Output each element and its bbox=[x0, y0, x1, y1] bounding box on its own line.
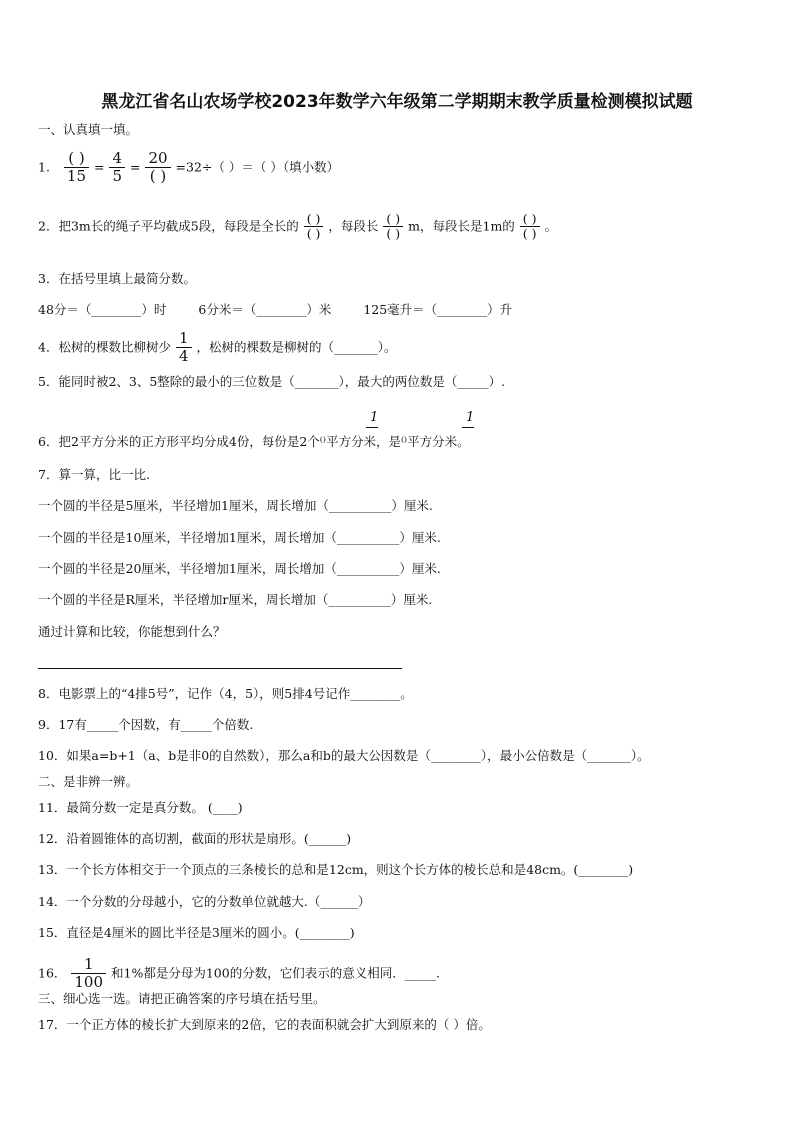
question-16-text: 和1%都是分母为100的分数，它们表示的意义相同．_____. bbox=[111, 965, 440, 981]
fraction-numerator: 20 bbox=[145, 150, 170, 168]
fraction-blank bbox=[383, 212, 403, 242]
equals-sign: = bbox=[94, 159, 105, 175]
fraction-numerator: 1 bbox=[71, 956, 106, 974]
fraction-blank-15 bbox=[64, 150, 89, 186]
fraction-bar bbox=[462, 427, 474, 428]
section-heading-fill: 一、认真填一填。 bbox=[38, 122, 139, 137]
answer-line[interactable] bbox=[38, 668, 402, 669]
question-4-text-a: 4．松树的棵数比柳树少 bbox=[38, 339, 171, 355]
question-4-text-b: ，松树的棵数是柳树的（_______）。 bbox=[196, 339, 397, 355]
fraction-1-100 bbox=[71, 956, 106, 992]
fraction-numerator: ( ) bbox=[304, 212, 324, 227]
question-7-line-4: 一个圆的半径是R厘米，半径增加r厘米，周长增加（__________）厘米. bbox=[38, 592, 433, 607]
section-heading-choice: 三、细心选一选。请把正确答案的序号填在括号里。 bbox=[38, 991, 326, 1006]
question-7-line-2: 一个圆的半径是10厘米，半径增加1厘米，周长增加（__________）厘米. bbox=[38, 530, 441, 545]
question-2-text-a: 2．把3m长的绳子平均截成5段，每段是全长的 bbox=[38, 218, 299, 234]
question-6: 6．把2平方分米的正方形平均分成4份，每份是2个⁽⁾平方分米，是⁽⁾平方分米。 bbox=[38, 434, 470, 449]
question-7-line-3: 一个圆的半径是20厘米，半径增加1厘米，周长增加（__________）厘米. bbox=[38, 561, 441, 576]
question-11: 11．最简分数一定是真分数。 (____) bbox=[38, 800, 243, 815]
fraction-4-5 bbox=[109, 150, 125, 186]
section-heading-true-false: 二、是非辨一辨。 bbox=[38, 774, 139, 789]
question-16 bbox=[38, 956, 440, 992]
fraction-denominator: ( ) bbox=[306, 226, 321, 242]
fraction-denominator: ( ) bbox=[522, 226, 537, 242]
fraction-denominator: 15 bbox=[66, 167, 87, 186]
question-1 bbox=[38, 150, 339, 186]
question-5: 5．能同时被2、3、5整除的最小的三位数是（_______），最大的两位数是（_____）. bbox=[38, 374, 506, 389]
question-3-item-b: 6分米＝（________）米 bbox=[198, 302, 332, 317]
fraction-bar bbox=[366, 427, 378, 428]
fraction-denominator: ( ) bbox=[149, 167, 167, 186]
question-16-number: 16． bbox=[38, 965, 67, 981]
question-8: 8．电影票上的“4排5号”，记作（4，5），则5排4号记作________。 bbox=[38, 686, 413, 701]
question-2-text-b: ，每段长 bbox=[328, 218, 379, 234]
page-title: 黑龙江省名山农场学校2023年数学六年级第二学期期末教学质量检测模拟试题 bbox=[101, 92, 693, 112]
fraction-numerator: 4 bbox=[109, 150, 125, 168]
fraction-denominator: 5 bbox=[112, 167, 123, 186]
question-7-line-1: 一个圆的半径是5厘米，半径增加1厘米，周长增加（__________）厘米. bbox=[38, 498, 433, 513]
question-7-line-5: 通过计算和比较，你能想到什么？ bbox=[38, 624, 226, 639]
question-2-text-d: 。 bbox=[544, 218, 558, 234]
question-2 bbox=[38, 212, 557, 242]
fraction-1-4 bbox=[176, 330, 192, 366]
question-15: 15．直径是4厘米的圆比半径是3厘米的圆小。(________) bbox=[38, 925, 355, 940]
question-4 bbox=[38, 330, 397, 366]
equals-sign: = bbox=[130, 159, 141, 175]
small-numerator-1: 1 bbox=[466, 410, 475, 425]
fraction-blank bbox=[304, 212, 324, 242]
question-12: 12．沿着圆锥体的高切割，截面的形状是扇形。(______) bbox=[38, 831, 352, 846]
fraction-numerator: ( ) bbox=[383, 212, 403, 227]
question-3-heading: 3．在括号里填上最简分数。 bbox=[38, 271, 196, 286]
question-number: 1. bbox=[38, 159, 50, 175]
question-7-heading: 7．算一算，比一比. bbox=[38, 467, 150, 482]
question-13: 13．一个长方体相交于一个顶点的三条棱长的总和是12cm，则这个长方体的棱长总和是48cm。(________) bbox=[38, 862, 634, 877]
fraction-denominator: 100 bbox=[74, 973, 104, 992]
question-3-item-a: 48分＝（________）时 bbox=[38, 302, 167, 317]
question-1-tail: =32÷（ ）＝（ ）（填小数） bbox=[175, 159, 340, 175]
question-3-item-c: 125毫升＝（________）升 bbox=[363, 302, 513, 317]
fraction-denominator: 4 bbox=[178, 347, 189, 366]
fraction-denominator: ( ) bbox=[386, 226, 401, 242]
question-3-items bbox=[38, 304, 512, 317]
small-numerator-1: 1 bbox=[370, 410, 379, 425]
fraction-numerator: ( ) bbox=[520, 212, 540, 227]
question-9: 9．17有_____个因数，有_____个倍数. bbox=[38, 717, 254, 732]
fraction-blank bbox=[520, 212, 540, 242]
fraction-20-blank bbox=[145, 150, 170, 186]
question-2-text-c: m，每段长是1m的 bbox=[408, 218, 515, 234]
question-17: 17．一个正方体的棱长扩大到原来的2倍，它的表面积就会扩大到原来的（ ）倍。 bbox=[38, 1017, 491, 1032]
fraction-numerator: ( ) bbox=[64, 150, 89, 168]
question-14: 14．一个分数的分母越小，它的分数单位就越大.（______） bbox=[38, 894, 371, 909]
fraction-numerator: 1 bbox=[176, 330, 192, 348]
question-10: 10．如果a=b+1（a、b是非0的自然数），那么a和b的最大公因数是（________），最小公倍数是（_______）。 bbox=[38, 748, 650, 763]
